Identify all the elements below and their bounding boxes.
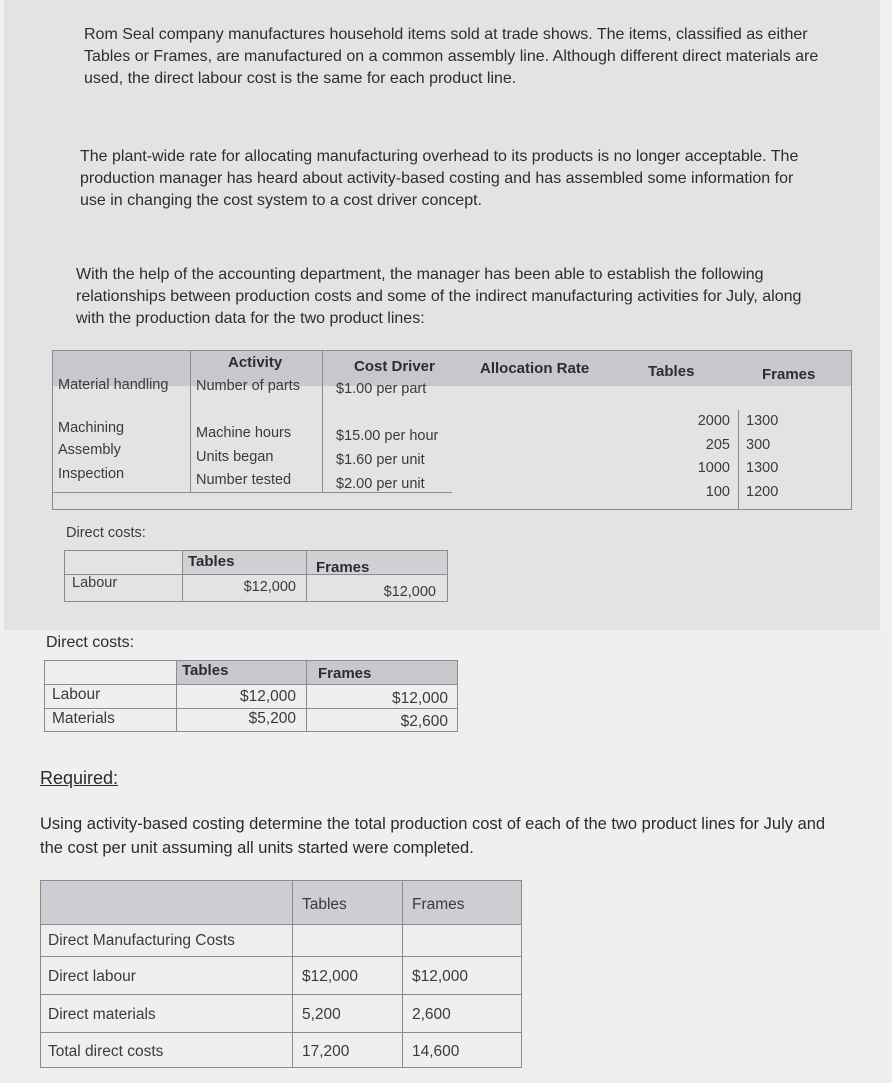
answer-total-direct-label: Total direct costs	[48, 1043, 164, 1060]
direct-costs-2-title: Direct costs:	[46, 634, 135, 651]
row-cost-driver-2: $15.00 per hour	[336, 428, 439, 444]
row-frames-1: 1300	[746, 413, 779, 429]
row-frames-4: 1200	[746, 484, 779, 500]
direct-costs-2-materials-label: Materials	[52, 710, 115, 727]
direct-costs-1-labour-label: Labour	[72, 575, 118, 591]
row-tables-3: 1000	[697, 460, 730, 476]
row-name-inspection: Inspection	[58, 466, 125, 482]
row-cost-driver-1: $1.00 per part	[336, 381, 427, 397]
row-cost-driver-4: $2.00 per unit	[336, 476, 425, 492]
intro-paragraph-3: With the help of the accounting department, the manager has been able to establish the following relationships between production costs and some of the indirect manufacturing activities for July, along with the production data for the two product lines:	[76, 266, 802, 327]
answer-direct-labour-tables: $12,000	[302, 968, 359, 985]
answer-direct-materials-frames: 2,600	[412, 1006, 451, 1023]
row-activity-3: Units began	[196, 449, 274, 465]
direct-costs-1-col-frames: Frames	[316, 559, 370, 576]
direct-costs-2-labour-frames: $12,000	[391, 690, 448, 707]
direct-costs-1-col-tables: Tables	[188, 553, 235, 570]
required-text: Using activity-based costing determine the total production cost of each of the two product lines for July and the cost per unit assuming all units started were completed.	[40, 815, 826, 857]
answer-direct-materials-tables: 5,200	[302, 1006, 341, 1023]
header-activity: Activity	[228, 354, 283, 371]
direct-costs-1-labour-frames: $12,000	[383, 584, 436, 600]
row-frames-3: 1300	[746, 460, 779, 476]
direct-costs-2-col-tables: Tables	[182, 662, 229, 679]
intro-paragraph-1: Rom Seal company manufactures household items sold at trade shows. The items, classified as either Tables or Frames, are manufactured on a common assembly line. Although different direct materials are used, the direct labour cost is the same for each product line.	[84, 26, 819, 87]
intro-paragraph-2: The plant-wide rate for allocating manufacturing overhead to its products is no longer acceptable. The production manager has heard about activity-based costing and has assembled some information for use in changing the cost system to a cost driver concept.	[80, 148, 799, 209]
row-name-machining: Machining	[58, 420, 125, 436]
answer-direct-labour-frames: $12,000	[412, 968, 469, 985]
required-heading: Required:	[40, 768, 119, 788]
direct-costs-2-col-frames: Frames	[318, 665, 372, 682]
answer-col-frames: Frames	[412, 896, 465, 913]
direct-costs-2-labour-label: Labour	[52, 686, 101, 703]
row-activity-4: Number tested	[196, 472, 292, 488]
direct-costs-2-labour-tables: $12,000	[239, 688, 296, 705]
answer-total-direct-frames: 14,600	[412, 1043, 460, 1060]
row-name-assembly: Assembly	[58, 442, 121, 458]
row-activity-2: Machine hours	[196, 425, 292, 441]
direct-costs-1-labour-tables: $12,000	[243, 579, 296, 595]
header-frames: Frames	[762, 366, 816, 383]
direct-costs-2-materials-frames: $2,600	[400, 713, 448, 730]
row-name-material-handling: Material handling	[58, 377, 169, 393]
row-tables-1: 2000	[697, 413, 730, 429]
direct-costs-2-materials-tables: $5,200	[248, 710, 296, 727]
row-tables-4: 100	[705, 484, 730, 500]
header-cost-driver: Cost Driver	[354, 358, 435, 375]
row-tables-2: 205	[705, 437, 730, 453]
row-cost-driver-3: $1.60 per unit	[336, 452, 425, 468]
answer-direct-labour-label: Direct labour	[48, 968, 136, 985]
row-frames-2: 300	[746, 437, 771, 453]
header-allocation-rate: Allocation Rate	[480, 360, 590, 377]
answer-total-direct-tables: 17,200	[302, 1043, 350, 1060]
answer-section-label: Direct Manufacturing Costs	[48, 932, 235, 949]
header-tables: Tables	[648, 363, 695, 380]
row-activity-1: Number of parts	[196, 378, 300, 394]
direct-costs-1-title: Direct costs:	[66, 525, 146, 541]
answer-col-tables: Tables	[302, 896, 347, 913]
answer-direct-materials-label: Direct materials	[48, 1006, 156, 1023]
